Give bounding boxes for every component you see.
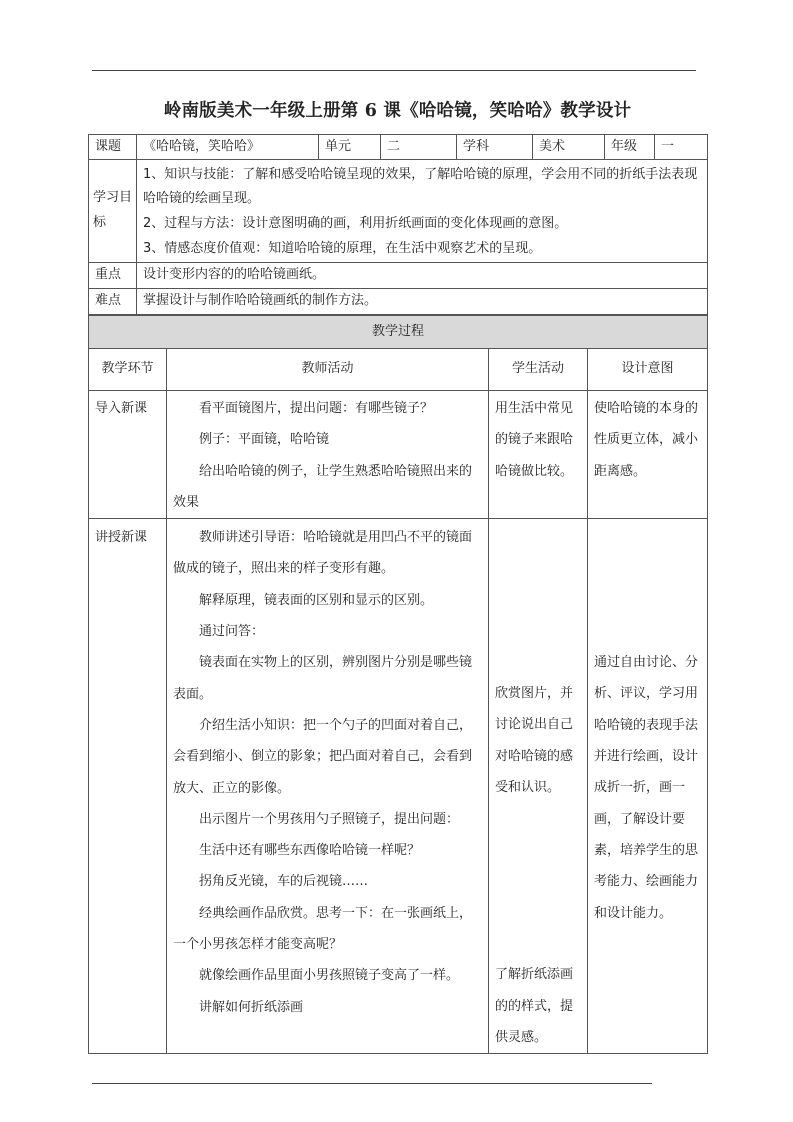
column-header-stage: 教学环节 bbox=[89, 349, 167, 391]
topic-label: 课题 bbox=[89, 135, 137, 160]
teacher-paragraph: 看平面镜图片，提出问题：有哪些镜子？ bbox=[199, 401, 434, 416]
goals-label: 学习目标 bbox=[89, 160, 137, 263]
teacher-paragraph: 教师讲述引导语：哈哈镜就是用凹凸不平的镜面做成的镜子，照出来的样子变形有趣。 bbox=[173, 530, 473, 577]
document-title: 岭南版美术一年级上册第 6 课《哈哈镜，笑哈哈》教学设计 bbox=[163, 101, 632, 121]
student-activity-new-lesson bbox=[489, 519, 588, 1054]
teacher-paragraph: 镜表面在实物上的区别，辨别图片分别是哪些镜表面。 bbox=[173, 655, 473, 702]
unit-value: 二 bbox=[381, 135, 457, 160]
topic-value: 《哈哈镜，笑哈哈》 bbox=[137, 135, 319, 160]
column-header-student: 学生活动 bbox=[489, 349, 588, 391]
difficulty-value: 掌握设计与制作哈哈镜画纸的制作方法。 bbox=[137, 289, 708, 315]
goal-item: 2、过程与方法：设计意图明确的画，利用折纸画面的变化体现画的意图。 bbox=[143, 216, 568, 231]
teacher-paragraph: 给出哈哈镜的例子，让学生熟悉哈哈镜照出来的效果 bbox=[173, 463, 473, 510]
teaching-process-table bbox=[88, 315, 708, 1054]
process-header: 教学过程 bbox=[89, 316, 708, 349]
lesson-info-table bbox=[88, 134, 708, 315]
teacher-paragraph: 就像绘画作品里面小男孩照镜子变高了一样。 bbox=[199, 968, 460, 984]
student-activity-text: 欣赏图片，并讨论说出自己对哈哈镜的感受和认识。 bbox=[495, 686, 574, 796]
difficulty-label: 难点 bbox=[89, 289, 137, 315]
footer-rule bbox=[92, 1083, 652, 1084]
subject-value: 美术 bbox=[533, 135, 605, 160]
design-intent-intro: 使哈哈镜的本身的性质更立体，减小距离感。 bbox=[588, 391, 708, 519]
teacher-paragraph: 出示图片一个男孩用勺子照镜子，提出问题： bbox=[199, 811, 460, 827]
teacher-paragraph: 通过问答： bbox=[199, 624, 265, 640]
key-point-value: 设计变形内容的的哈哈镜画纸。 bbox=[137, 263, 708, 289]
teacher-paragraph: 讲解如何折纸添画 bbox=[199, 999, 304, 1015]
stage-intro: 导入新课 bbox=[89, 391, 167, 519]
goal-item: 3、情感态度价值观：知道哈哈镜的原理，在生活中观察艺术的呈现。 bbox=[143, 240, 542, 256]
teacher-activity-new-lesson bbox=[167, 519, 489, 1054]
teacher-activity-intro bbox=[167, 391, 489, 519]
teacher-paragraph: 拐角反光镜，车的后视镜…… bbox=[199, 874, 369, 890]
student-activity-text: 了解折纸添画的的样式，提供灵感。 bbox=[495, 967, 574, 1045]
grade-label: 年级 bbox=[605, 135, 655, 160]
goal-item: 1、知识与技能：了解和感受哈哈镜呈现的效果，了解哈哈镜的原理，学会用不同的折纸手法表现哈哈镜的绘画呈现。 bbox=[143, 166, 698, 207]
design-intent-new-lesson bbox=[588, 519, 708, 1054]
stage-new-lesson: 讲授新课 bbox=[89, 519, 167, 1054]
column-header-intent: 设计意图 bbox=[588, 349, 708, 391]
teacher-paragraph: 介绍生活小知识：把一个勺子的凹面对着自己，会看到缩小、倒立的影象；把凸面对着自己，会看到放大、正立的影像。 bbox=[173, 717, 473, 796]
teacher-paragraph: 例子：平面镜，哈哈镜 bbox=[199, 432, 330, 448]
header-rule bbox=[92, 70, 696, 71]
unit-label: 单元 bbox=[319, 135, 381, 160]
teacher-paragraph: 解释原理，镜表面的区别和显示的区别。 bbox=[199, 592, 434, 608]
teacher-paragraph: 经典绘画作品欣赏。思考一下：在一张画纸上，一个小男孩怎样才能变高呢？ bbox=[173, 905, 473, 953]
teacher-paragraph: 生活中还有哪些东西像哈哈镜一样呢？ bbox=[199, 843, 421, 859]
student-activity-intro: 用生活中常见的镜子来跟哈哈镜做比较。 bbox=[489, 391, 588, 519]
column-header-teacher: 教师活动 bbox=[167, 349, 489, 391]
design-intent-text: 通过自由讨论、分析、评议，学习用哈哈镜的表现手法并进行绘画，设计成折一折，画一画，了解设计要素，培养学生的思考能力、绘画能力和设计能力。 bbox=[594, 655, 699, 921]
subject-label: 学科 bbox=[457, 135, 533, 160]
grade-value: 一 bbox=[655, 135, 708, 160]
key-point-label: 重点 bbox=[89, 263, 137, 289]
goals-content bbox=[137, 160, 708, 263]
